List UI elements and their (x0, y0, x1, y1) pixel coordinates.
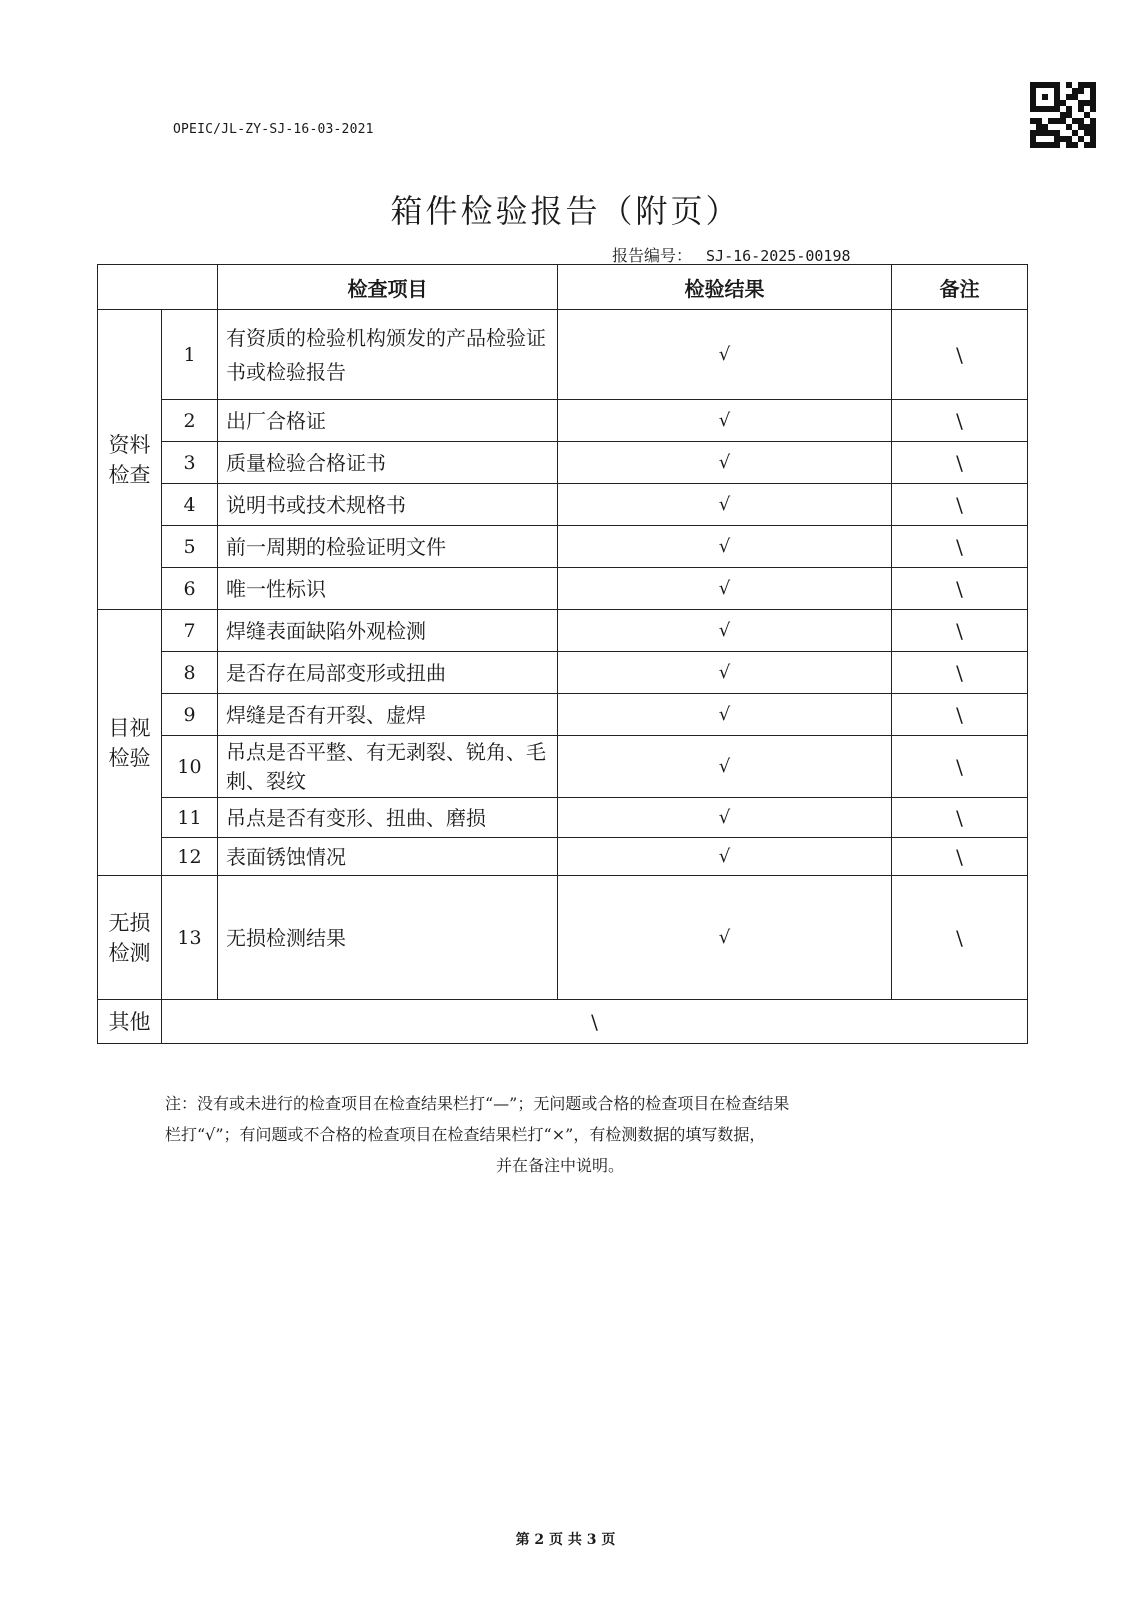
inspection-table (97, 264, 1028, 1044)
row-number: 8 (162, 652, 218, 694)
row-number: 4 (162, 484, 218, 526)
row-number: 7 (162, 610, 218, 652)
table-row (98, 526, 1028, 568)
row-item: 吊点是否有变形、扭曲、磨损 (218, 798, 558, 838)
row-result: √ (558, 526, 892, 568)
row-result: √ (558, 400, 892, 442)
row-result: √ (558, 694, 892, 736)
row-result: √ (558, 568, 892, 610)
page-title: 箱件检验报告（附页） (390, 192, 741, 230)
row-number: 6 (162, 568, 218, 610)
row-result: √ (558, 736, 892, 798)
table-row (98, 484, 1028, 526)
qr-code (1030, 82, 1096, 148)
row-note: \ (892, 310, 1028, 400)
row-note: \ (892, 400, 1028, 442)
table-row (98, 400, 1028, 442)
report-number-value: SJ-16-2025-00198 (706, 247, 851, 265)
table-row (98, 838, 1028, 876)
row-item: 无损检测结果 (218, 876, 558, 1000)
row-number: 11 (162, 798, 218, 838)
footnote-line-2: 栏打“√”；有问题或不合格的检查项目在检查结果栏打“×”，有检测数据的填写数据， (165, 1125, 766, 1144)
row-note: \ (892, 798, 1028, 838)
row-number: 5 (162, 526, 218, 568)
row-result: √ (558, 876, 892, 1000)
footnote-line-1: 注：没有或未进行的检查项目在检查结果栏打“—”；无问题或合格的检查项目在检查结果 (165, 1094, 790, 1113)
table-row (98, 876, 1028, 1000)
row-item: 质量检验合格证书 (218, 442, 558, 484)
row-item: 焊缝表面缺陷外观检测 (218, 610, 558, 652)
row-item: 说明书或技术规格书 (218, 484, 558, 526)
table-row (98, 694, 1028, 736)
table-row (98, 652, 1028, 694)
table-row (98, 568, 1028, 610)
row-number: 3 (162, 442, 218, 484)
other-label: 其他 (98, 1000, 162, 1044)
header-result: 检验结果 (558, 265, 892, 310)
report-number (612, 243, 851, 266)
row-note: \ (892, 876, 1028, 1000)
header-item: 检查项目 (218, 265, 558, 310)
page-number: 第 2 页 共 3 页 (515, 1532, 616, 1548)
other-row (98, 1000, 1028, 1044)
row-number: 12 (162, 838, 218, 876)
row-result: √ (558, 310, 892, 400)
footnote (165, 1088, 955, 1181)
row-item: 出厂合格证 (218, 400, 558, 442)
row-item: 吊点是否平整、有无剥裂、锐角、毛刺、裂纹 (218, 736, 558, 798)
row-number: 1 (162, 310, 218, 400)
table-row (98, 736, 1028, 798)
table-row (98, 310, 1028, 400)
row-note: \ (892, 526, 1028, 568)
table-row (98, 442, 1028, 484)
row-number: 9 (162, 694, 218, 736)
row-note: \ (892, 652, 1028, 694)
row-item: 前一周期的检验证明文件 (218, 526, 558, 568)
category-cell: 无损 检测 (98, 876, 162, 1000)
row-result: √ (558, 484, 892, 526)
row-item: 唯一性标识 (218, 568, 558, 610)
row-item: 是否存在局部变形或扭曲 (218, 652, 558, 694)
row-item: 表面锈蚀情况 (218, 838, 558, 876)
row-result: √ (558, 442, 892, 484)
row-result: √ (558, 798, 892, 838)
row-note: \ (892, 610, 1028, 652)
header-blank-cell (98, 265, 218, 310)
other-value: \ (162, 1000, 1028, 1044)
row-item: 有资质的检验机构颁发的产品检验证书或检验报告 (218, 310, 558, 400)
header-note: 备注 (892, 265, 1028, 310)
footnote-line-3: 并在备注中说明。 (495, 1156, 624, 1175)
table-row (98, 798, 1028, 838)
table-header-row (98, 265, 1028, 310)
table-row (98, 610, 1028, 652)
row-item: 焊缝是否有开裂、虚焊 (218, 694, 558, 736)
document-code: OPEIC/JL-ZY-SJ-16-03-2021 (173, 122, 374, 137)
row-note: \ (892, 484, 1028, 526)
row-note: \ (892, 838, 1028, 876)
row-number: 10 (162, 736, 218, 798)
row-result: √ (558, 838, 892, 876)
row-note: \ (892, 694, 1028, 736)
category-cell: 资料 检查 (98, 310, 162, 610)
row-number: 2 (162, 400, 218, 442)
category-cell: 目视 检验 (98, 610, 162, 876)
row-note: \ (892, 442, 1028, 484)
row-note: \ (892, 736, 1028, 798)
row-result: √ (558, 610, 892, 652)
row-note: \ (892, 568, 1028, 610)
row-result: √ (558, 652, 892, 694)
report-number-label: 报告编号： (612, 246, 693, 265)
row-number: 13 (162, 876, 218, 1000)
